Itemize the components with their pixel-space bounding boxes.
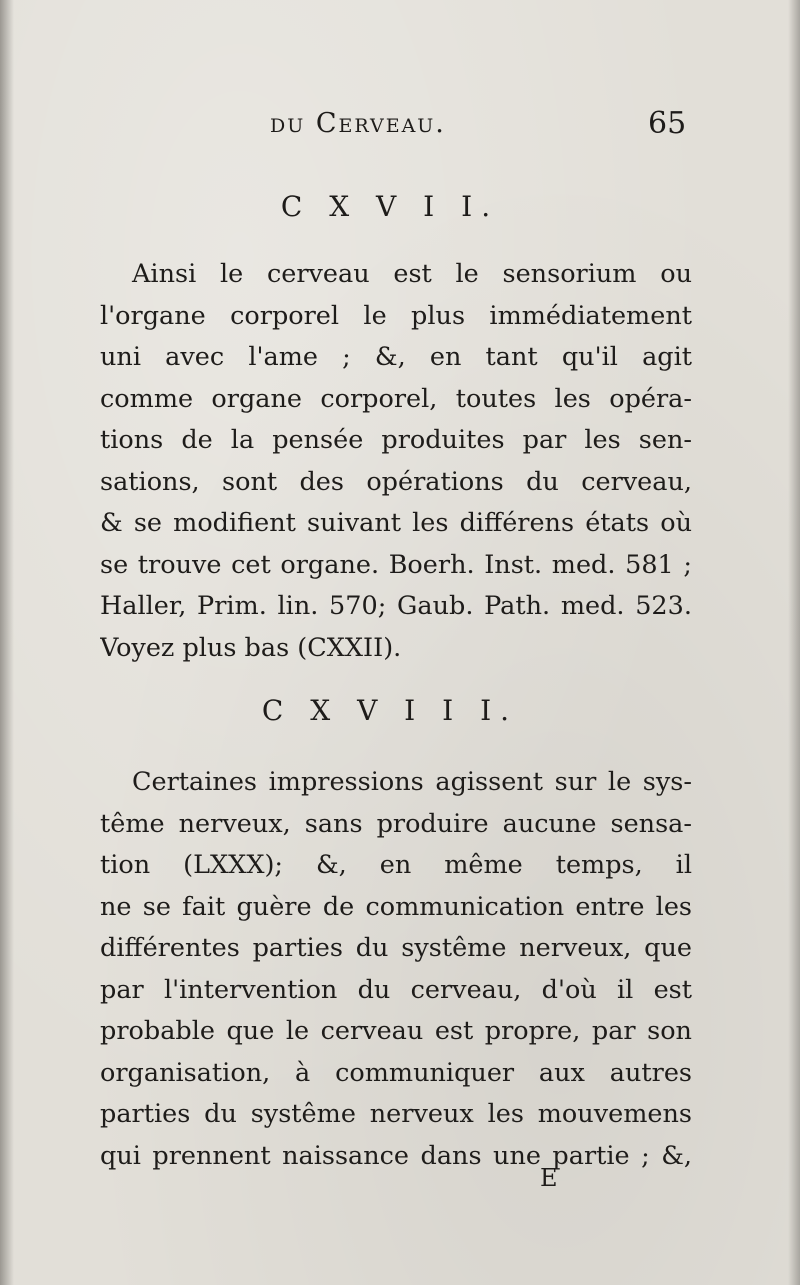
text-line: & se modifient suivant les différens états où: [100, 508, 692, 538]
text-line: Ainsi le cerveau est le sensorium ou: [132, 259, 692, 289]
section-title-cxviii: C X V I I I.: [261, 694, 519, 727]
text-line: différentes parties du systême nerveux, que: [100, 933, 692, 963]
paragraph-cxvii: [100, 254, 692, 669]
page-number: 65: [648, 106, 687, 141]
text-line: se trouve cet organe. Boerh. Inst. med. 581 ;: [100, 549, 692, 580]
text-line: parties du systême nerveux les mouvemens: [100, 1099, 692, 1129]
text-line: Haller, Prim. lin. 570; Gaub. Path. med. 523.: [100, 591, 692, 621]
section-title-cxvii: C X V I I.: [280, 190, 500, 223]
text-line: organisation, à communiquer aux autres: [100, 1057, 692, 1088]
text-line: Voyez plus bas (CXXII).: [100, 632, 402, 663]
signature-mark: E: [540, 1164, 558, 1192]
text-line: par l'intervention du cerveau, d'où il est: [100, 974, 692, 1005]
text-line: qui prennent naissance dans une partie ; &,: [100, 1140, 692, 1171]
running-head: du Cerveau.: [270, 108, 446, 139]
text-line: probable que le cerveau est propre, par son: [100, 1016, 692, 1046]
text-line: uni avec l'ame ; &, en tant qu'il agit: [100, 342, 692, 372]
text-line: tême nerveux, sans produire aucune sensa-: [100, 808, 692, 839]
text-line: tion (LXXX); &, en même temps, il: [100, 850, 692, 880]
page-edge-shadow-right: [788, 0, 800, 1285]
paragraph-cxviii: [100, 762, 692, 1177]
text-line: sations, sont des opérations du cerveau,: [100, 466, 692, 497]
text-line: ne se fait guère de communication entre les: [100, 891, 692, 922]
text-line: tions de la pensée produites par les sen-: [100, 425, 692, 455]
text-line: Certaines impressions agissent sur le sys-: [132, 767, 692, 797]
text-line: l'organe corporel le plus immédiatement: [100, 300, 692, 331]
text-line: comme organe corporel, toutes les opéra-: [100, 383, 692, 414]
